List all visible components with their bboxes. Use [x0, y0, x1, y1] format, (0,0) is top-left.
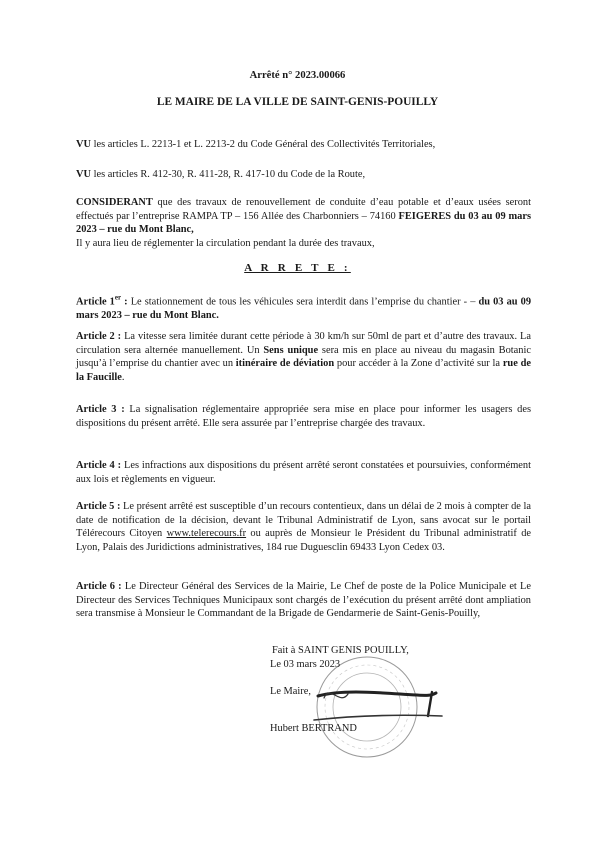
- article-6-label: Article 6 :: [76, 581, 122, 592]
- considerant-line-2: Il y aura lieu de réglementer la circulation pendant la durée des travaux,: [76, 237, 375, 249]
- article-6: [76, 580, 531, 621]
- article-5-text-b: ou auprès de Monsieur le Président du Tribunal administratif de Lyon, Palais des Juridictions administratives, 184 rue Duguesclin 69433 Lyon Cedex 03.: [76, 528, 531, 553]
- considerant-label: CONSIDERANT: [76, 197, 153, 208]
- vu-label: VU: [76, 169, 92, 180]
- signature-role: Le Maire,: [270, 686, 311, 697]
- article-6-text: Le Directeur Général des Services de la Mairie, Le Chef de poste de la Police Municipale et Le Directeur des Services Techniques Municipaux sont chargés de l’exécution du présent arrêté dont ampliation sera transmise à Monsieur le Commandant de la Brigade de Gendarmerie de Saint-Genis-Pouilly,: [76, 581, 531, 620]
- article-1-superscript: er: [114, 294, 122, 302]
- article-1-bold-text: du 03 au 09 mars 2023 – rue du Mont Blanc.: [76, 296, 532, 322]
- article-2-deviation: itinéraire de déviation: [235, 358, 335, 370]
- signatory-name: Hubert BERTRAND: [270, 723, 357, 734]
- article-4-text: Les infractions aux dispositions du présent arrêté seront constatées et poursuivies, conformément aux lois et règlements en vigueur.: [76, 460, 531, 485]
- vu-text: les articles L. 2213-1 et L. 2213-2 du Code Général des Collectivités Territoriales,: [91, 139, 436, 150]
- article-3-text: La signalisation réglementaire appropriée sera mise en place pour informer les usagers des dispositions du présent arrêté. Elle sera assurée par l’entreprise chargée des travaux.: [76, 404, 531, 429]
- considerant-place-dates: FEIGERES du 03 au 09 mars 2023 – rue du Mont Blanc,: [76, 210, 531, 236]
- telerecours-link[interactable]: www.telerecours.fr: [166, 528, 247, 540]
- article-2-street: rue de la Faucille: [76, 358, 531, 383]
- article-3-label: Article 3 :: [76, 404, 125, 415]
- article-2: [76, 330, 531, 384]
- article-2-sens-unique: Sens unique: [263, 344, 319, 356]
- article-2-text-c: pour accéder à la Zone d’activité sur la: [334, 358, 503, 370]
- article-4: [76, 459, 531, 486]
- article-1-text: Le stationnement de tous les véhicules sera interdit dans l’emprise du chantier - –: [127, 296, 479, 308]
- article-2-text-b: sera mis en place au niveau du magasin Botanic jusqu’à l’emprise du chantier avec un: [76, 344, 531, 370]
- considerant-paragraph: [76, 196, 531, 250]
- vu-label: VU: [76, 139, 92, 150]
- article-5: [76, 500, 531, 554]
- signature-date: Le 03 mars 2023: [270, 659, 341, 670]
- considerant-text: que des travaux de renouvellement de conduite d’eau potable et d’eaux usées seront effectués par l’entreprise RAMPA TP – 156 Allée des Charbonniers – 74160: [76, 197, 531, 222]
- vu-text: les articles R. 412-30, R. 411-28, R. 417-10 du Code de la Route,: [91, 169, 366, 180]
- article-3: [76, 403, 531, 430]
- article-4-label: Article 4 :: [76, 460, 122, 471]
- arrete-heading: A R R E T E :: [244, 262, 351, 274]
- issuing-authority: LE MAIRE DE LA VILLE DE SAINT-GENIS-POUILLY: [156, 96, 439, 108]
- article-1-label: Article 1: [76, 296, 115, 308]
- article-5-text-a: Le présent arrêté est susceptible d’un recours contentieux, dans un délai de 2 mois à compter de la date de notification de la décision, devant le Tribunal Administratif de Lyon, sans avocat sur le portail Télérecours Citoyen: [76, 501, 532, 540]
- article-1-colon: :: [121, 296, 128, 308]
- article-2-text-d: .: [121, 371, 125, 383]
- signature-place: Fait à SAINT GENIS POUILLY,: [272, 645, 409, 656]
- vu-paragraph-1: [76, 138, 531, 152]
- article-2-text-a: La vitesse sera limitée durant cette période à 30 km/h sur 50ml de part et d’autre des travaux. La circulation sera alternée manuellement. Un: [76, 331, 531, 356]
- decree-number: Arrêté n° 2023.00066: [249, 70, 346, 81]
- article-5-label: Article 5 :: [76, 501, 121, 512]
- article-1: [76, 292, 531, 323]
- vu-paragraph-2: [76, 168, 531, 182]
- article-2-label: Article 2 :: [76, 331, 122, 342]
